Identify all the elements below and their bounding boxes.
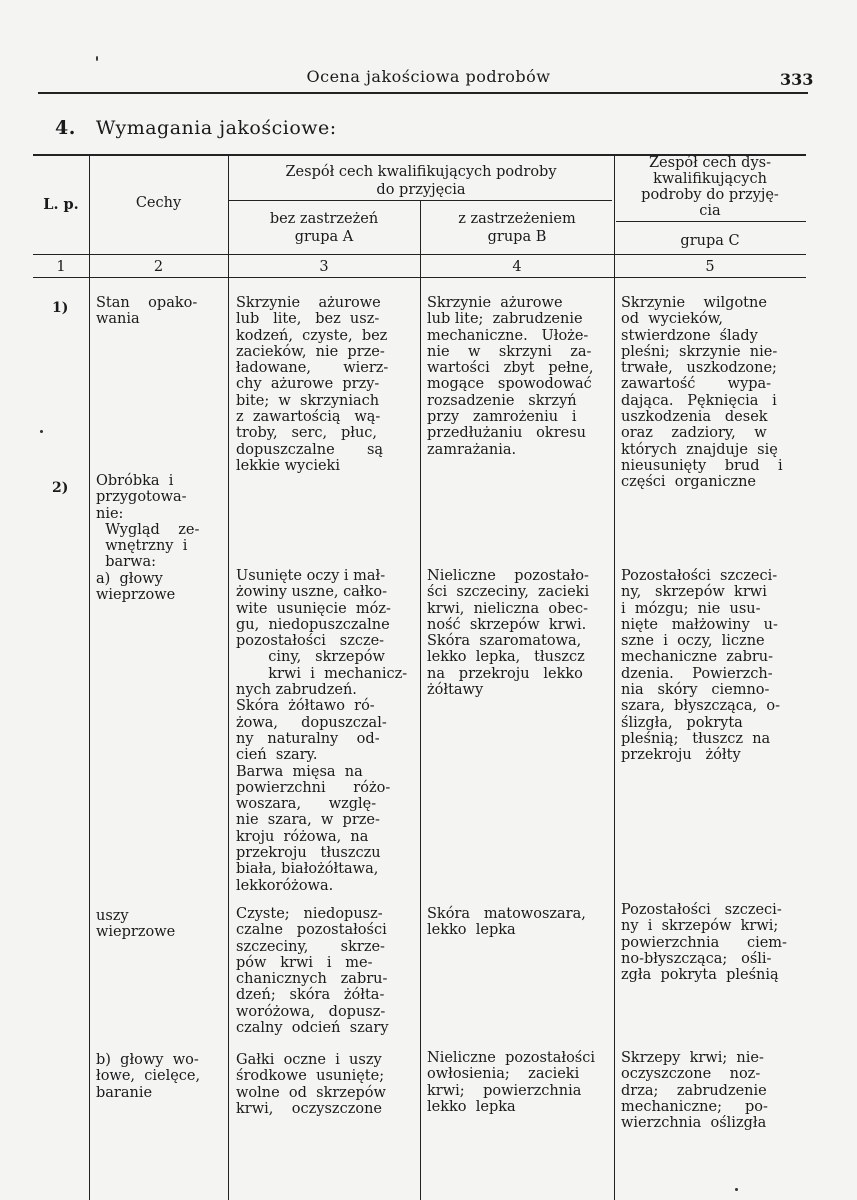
glowy-wolowe-group-b: Nieliczne pozostałości owłosienia; zacieki krwi; powierzchnia lekko lepka — [427, 1050, 596, 1115]
header-group-c: grupa C — [680, 233, 740, 249]
glowy-wieprzowe-group-b: Nieliczne pozostało- ści szczeciny, zacieki krwi, nieliczna obec- ność skrzepów krwi. Skóra szaromatowa, lekko lepka, tłuszcz na przekroju lekko żółtawy — [427, 568, 590, 699]
header-group-a: bez zastrzeżeń grupa A — [269, 211, 379, 245]
row1-group-a: Skrzynie ażurowe lub lite, bez usz- kodzeń, czyste, bez zacieków, nie prze- ładowane, wierz- chy ażurowe przy- bite; w skrzyniach z zawartością wą- troby, serc, płuc, dopuszczalne są lekkie wycieki — [236, 295, 389, 474]
running-header-title: Ocena jakościowa podrobów — [306, 67, 551, 86]
header-group-accept: Zespół cech kwalifikujących podroby do przyjęcia — [285, 164, 557, 198]
section-title: Wymagania jakościowe: — [95, 117, 337, 139]
header-group-b: z zastrzeżeniem grupa B — [458, 211, 576, 245]
column-number-3: 3 — [319, 259, 329, 275]
scan-speck — [40, 430, 43, 433]
row1-cecha: Stan opako- wania — [96, 295, 198, 328]
header-cechy: Cechy — [135, 195, 182, 211]
row-number-1: 1) — [52, 300, 69, 316]
glowy-wolowe-group-a: Gałki oczne i uszy środkowe usunięte; wolne od skrzepów krwi, oczyszczone — [236, 1052, 386, 1117]
glowy-wieprzowe-group-a: Usunięte oczy i mał- żowiny uszne, całko- wite usunięcie móz- gu, niedopuszczalne pozostałości szcze- ciny, skrzepów krwi i mechanicz- nych zabrudzeń. Skóra żółtawo ró- żowa, dopuszczal- ny naturalny od- cień szary. Barwa mięsa na powierzchni różo- woszara, wzglę- nie szara, w prze- kroju różowa, na przekroju tłuszczu biała, białożółtawa, lekkoróżowa. — [236, 568, 408, 894]
uszy-wieprzowe-group-a: Czyste; niedopusz- czalne pozostałości szczeciny, skrze- pów krwi i me- chanicznych zabru- dzeń; skóra żółta- woróżowa, dopusz- czalny odcień szary — [236, 906, 389, 1037]
column-number-2: 2 — [153, 259, 164, 275]
glowy-wieprzowe-group-c: Pozostałości szczeci- ny, skrzepów krwi i mózgu; nie usu- nięte małżowiny u- szne i oczy, liczne mechaniczne zabru- dzenia. Powierzch- nia skóry ciemno- szara, błyszcząca, o- ślizgła, pokryta pleśnią; tłuszcz na przekroju żółty — [621, 568, 781, 764]
column-number-4: 4 — [512, 259, 522, 275]
scan-speck — [735, 1188, 738, 1191]
column-divider-2 — [228, 156, 229, 1200]
uszy-wieprzowe-cecha: uszy wieprzowe — [96, 908, 176, 941]
row1-group-c: Skrzynie wilgotne od wycieków, stwierdzone ślady pleśni; skrzynie nie- trwałe, uszkodzone; zawartość wypa- dająca. Pęknięcia i uszkodzenia desek oraz zadziory, w których znajduje się nieusunięty brud i części organiczne — [621, 295, 783, 491]
header-lp: L. p. — [43, 196, 79, 213]
header-group-disq: Zespół cech dys- kwalifikujących podroby do przyję- cia — [641, 155, 779, 219]
header-mid-rule-disq — [616, 221, 806, 222]
uszy-wieprzowe-group-b: Skóra matowoszara, lekko lepka — [427, 906, 586, 939]
column-divider-4 — [614, 156, 615, 1200]
column-divider-3 — [420, 201, 421, 1200]
column-divider-1 — [89, 156, 90, 1200]
page-number: 333 — [780, 70, 814, 89]
column-number-1: 1 — [56, 259, 66, 275]
header-rule — [38, 92, 808, 94]
column-number-5: 5 — [705, 259, 715, 275]
row-number-2: 2) — [52, 480, 69, 496]
section-number: 4. — [55, 117, 76, 139]
row2-cecha: Obróbka i przygotowa- nie: Wygląd ze- wnętrzny i barwa: a) głowy wieprzowe — [96, 473, 200, 604]
section-heading — [55, 117, 337, 139]
glowy-wolowe-cecha: b) głowy wo- łowe, cielęce, baranie — [96, 1052, 201, 1101]
glowy-wolowe-group-c: Skrzepy krwi; nie- oczyszczone noz- drza; zabrudzenie mechaniczne; po- wierzchnia oślizgła — [621, 1050, 768, 1132]
uszy-wieprzowe-group-c: Pozostałości szczeci- ny i skrzepów krwi; powierzchnia ciem- no-błyszcząca; ośli- zgła pokryta pleśnią — [621, 902, 787, 984]
scan-speck — [96, 56, 98, 61]
row1-group-b: Skrzynie ażurowe lub lite; zabrudzenie mechaniczne. Ułoże- nie w skrzyni za- wartości zbyt pełne, mogące spowodować rozsadzenie skrzyń przy zamrożeniu i przedłużaniu okresu zamrażania. — [427, 295, 594, 458]
